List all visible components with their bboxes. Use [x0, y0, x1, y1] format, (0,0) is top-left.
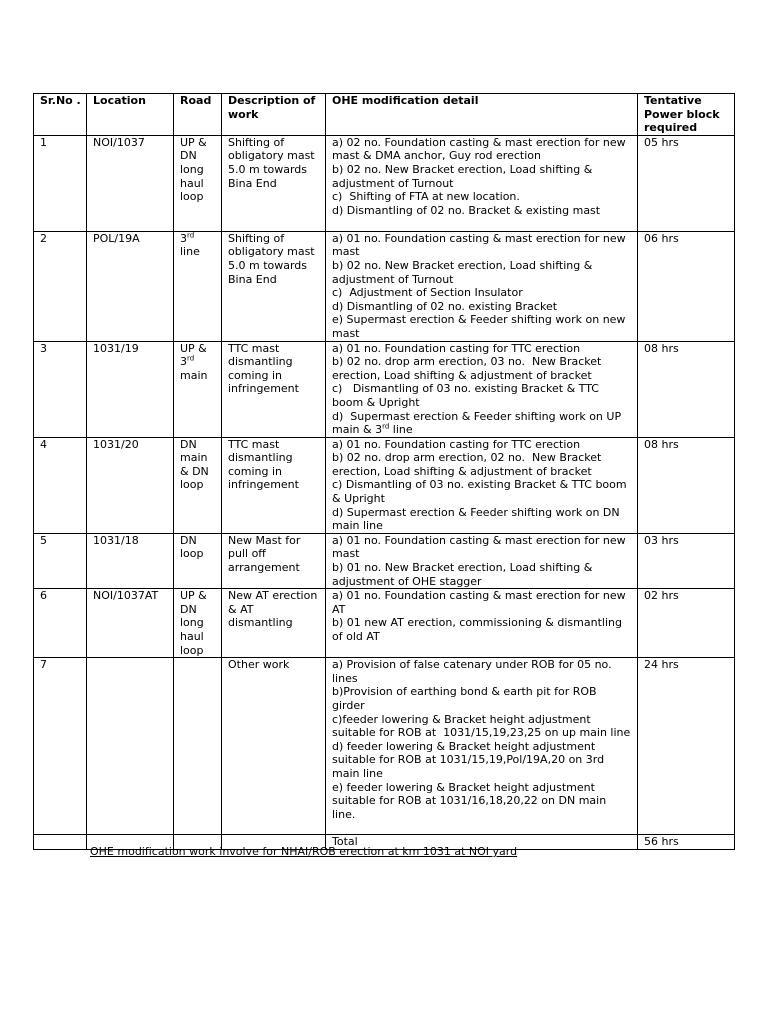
detail-line: b) 02 no. New Bracket erection, Load shifting & adjustment of Turnout: [332, 258, 596, 286]
cell-ohe-detail: [326, 437, 638, 533]
detail-line: a) 01 no. Foundation casting & mast erection for new mast: [332, 533, 630, 561]
table-row: [34, 341, 735, 437]
cell-sr-no: 6: [34, 589, 87, 658]
cell-power-block: 06 hrs: [638, 231, 735, 341]
table-row: [34, 533, 735, 588]
detail-line: c) Dismantling of 03 no. existing Bracket & TTC boom & Upright: [332, 382, 603, 409]
cell-description: Shifting of obligatory mast 5.0 m towards Bina End: [222, 231, 326, 341]
cell-description: TTC mast dismantling coming in infringement: [222, 341, 326, 437]
detail-line: d) Supermast erection & Feeder shifting work on DN main line: [332, 505, 624, 533]
cell-location: [87, 658, 174, 835]
cell-ohe-detail: [326, 135, 638, 231]
cell-ohe-detail: [326, 658, 638, 835]
table-row: [34, 231, 735, 341]
header-ohe-detail: OHE modification detail: [326, 94, 638, 136]
detail-line: c) Shifting of FTA at new location.: [332, 190, 520, 204]
cell-ohe-detail: [326, 533, 638, 588]
cell-description: Other work: [222, 658, 326, 835]
detail-line: b) 01 new AT erection, commissioning & dismantling of old AT: [332, 616, 626, 643]
cell-location: NOI/1037: [87, 135, 174, 231]
cell-ohe-detail: [326, 589, 638, 658]
table-row: [34, 658, 735, 835]
detail-line: d) Dismantling of 02 no. existing Bracket: [332, 299, 558, 313]
header-power-block: Tentative Power block required: [638, 94, 735, 136]
cell-description: New Mast for pull off arrangement: [222, 533, 326, 588]
cell-description: Shifting of obligatory mast 5.0 m towards Bina End: [222, 135, 326, 231]
table-row: [34, 135, 735, 231]
cell-power-block: 08 hrs: [638, 341, 735, 437]
header-location: Location: [87, 94, 174, 136]
cell-description: TTC mast dismantling coming in infringement: [222, 437, 326, 533]
cell-ohe-detail: [326, 231, 638, 341]
cell-road: UP & DN long haul loop: [174, 589, 222, 658]
cell-sr-no: 5: [34, 533, 87, 588]
table-row: [34, 589, 735, 658]
cell-power-block: 24 hrs: [638, 658, 735, 835]
cell-location: POL/19A: [87, 231, 174, 341]
cell-location: 1031/19: [87, 341, 174, 437]
table-row: [34, 437, 735, 533]
detail-line: c) Dismantling of 03 no. existing Bracket & TTC boom & Upright: [332, 478, 631, 506]
detail-line: a) 01 no. Foundation casting for TTC erection: [332, 437, 581, 451]
cell-description: New AT erection & AT dismantling: [222, 589, 326, 658]
detail-line: a) 02 no. Foundation casting & mast erection for new mast & DMA anchor, Guy rod erection: [332, 135, 630, 163]
cell-sr-no: 7: [34, 658, 87, 835]
cell-location: NOI/1037AT: [87, 589, 174, 658]
detail-line: a) 01 no. Foundation casting & mast erection for new AT: [332, 589, 630, 616]
cell-location: 1031/20: [87, 437, 174, 533]
detail-line: a) 01 no. Foundation casting & mast erection for new mast: [332, 231, 630, 259]
cell-road: UP & DN long haul loop: [174, 135, 222, 231]
cell-sr-no: 4: [34, 437, 87, 533]
footnote: OHE modification work involve for NHAI/ROB erection at km 1031 at NOI yard: [90, 845, 518, 858]
detail-line: d) Dismantling of 02 no. Bracket & existing mast: [332, 203, 601, 217]
cell-power-block: 02 hrs: [638, 589, 735, 658]
detail-line: b) 02 no. New Bracket erection, Load shifting & adjustment of Turnout: [332, 162, 596, 190]
cell-sr-no: 2: [34, 231, 87, 341]
road-text: 3rd line: [180, 231, 200, 259]
header-sr-no: Sr.No .: [34, 94, 87, 136]
cell-power-block: 03 hrs: [638, 533, 735, 588]
header-row: [34, 94, 735, 136]
detail-line: b) 01 no. New Bracket erection, Load shifting & adjustment of OHE stagger: [332, 561, 596, 588]
detail-line: c)feeder lowering & Bracket height adjustment suitable for ROB at 1031/15,19,23,25 on up main line: [332, 712, 631, 740]
detail-line: a) 01 no. Foundation casting for TTC erection: [332, 341, 581, 355]
detail-line: b)Provision of earthing bond & earth pit for ROB girder: [332, 685, 601, 712]
cell-road: DN main & DN loop: [174, 437, 222, 533]
detail-line: e) feeder lowering & Bracket height adjustment suitable for ROB at 1031/16,18,20,22 on DN main line.: [332, 780, 610, 821]
detail-line: d) feeder lowering & Bracket height adjustment suitable for ROB at 1031/15,19,Pol/19A,20 on 3rd main line: [332, 739, 608, 780]
cell-road: [174, 231, 222, 341]
ohe-modification-table: [33, 93, 735, 850]
road-text: UP & 3rd main: [180, 341, 208, 382]
detail-line: e) Supermast erection & Feeder shifting work on new mast: [332, 313, 629, 340]
cell-road: [174, 341, 222, 437]
cell-power-block: 08 hrs: [638, 437, 735, 533]
detail-line: d) Supermast erection & Feeder shifting work on UP main & 3rd line: [332, 409, 625, 437]
cell-road: DN loop: [174, 533, 222, 588]
detail-line: a) Provision of false catenary under ROB for 05 no. lines: [332, 658, 616, 685]
detail-line: b) 02 no. drop arm erection, 03 no. New Bracket erection, Load shifting & adjustment of bracket: [332, 355, 605, 382]
cell-sr-no: 1: [34, 135, 87, 231]
header-road: Road: [174, 94, 222, 136]
header-description: Description of work: [222, 94, 326, 136]
cell-sr-no: 3: [34, 341, 87, 437]
cell-power-block: 05 hrs: [638, 135, 735, 231]
total-label: Total: [326, 835, 638, 850]
cell-location: 1031/18: [87, 533, 174, 588]
detail-line: b) 02 no. drop arm erection, 02 no. New Bracket erection, Load shifting & adjustment of bracket: [332, 451, 605, 478]
cell-road: [174, 658, 222, 835]
total-value: 56 hrs: [638, 835, 735, 850]
cell-empty: [34, 835, 87, 850]
cell-ohe-detail: [326, 341, 638, 437]
detail-line: c) Adjustment of Section Insulator: [332, 286, 523, 300]
